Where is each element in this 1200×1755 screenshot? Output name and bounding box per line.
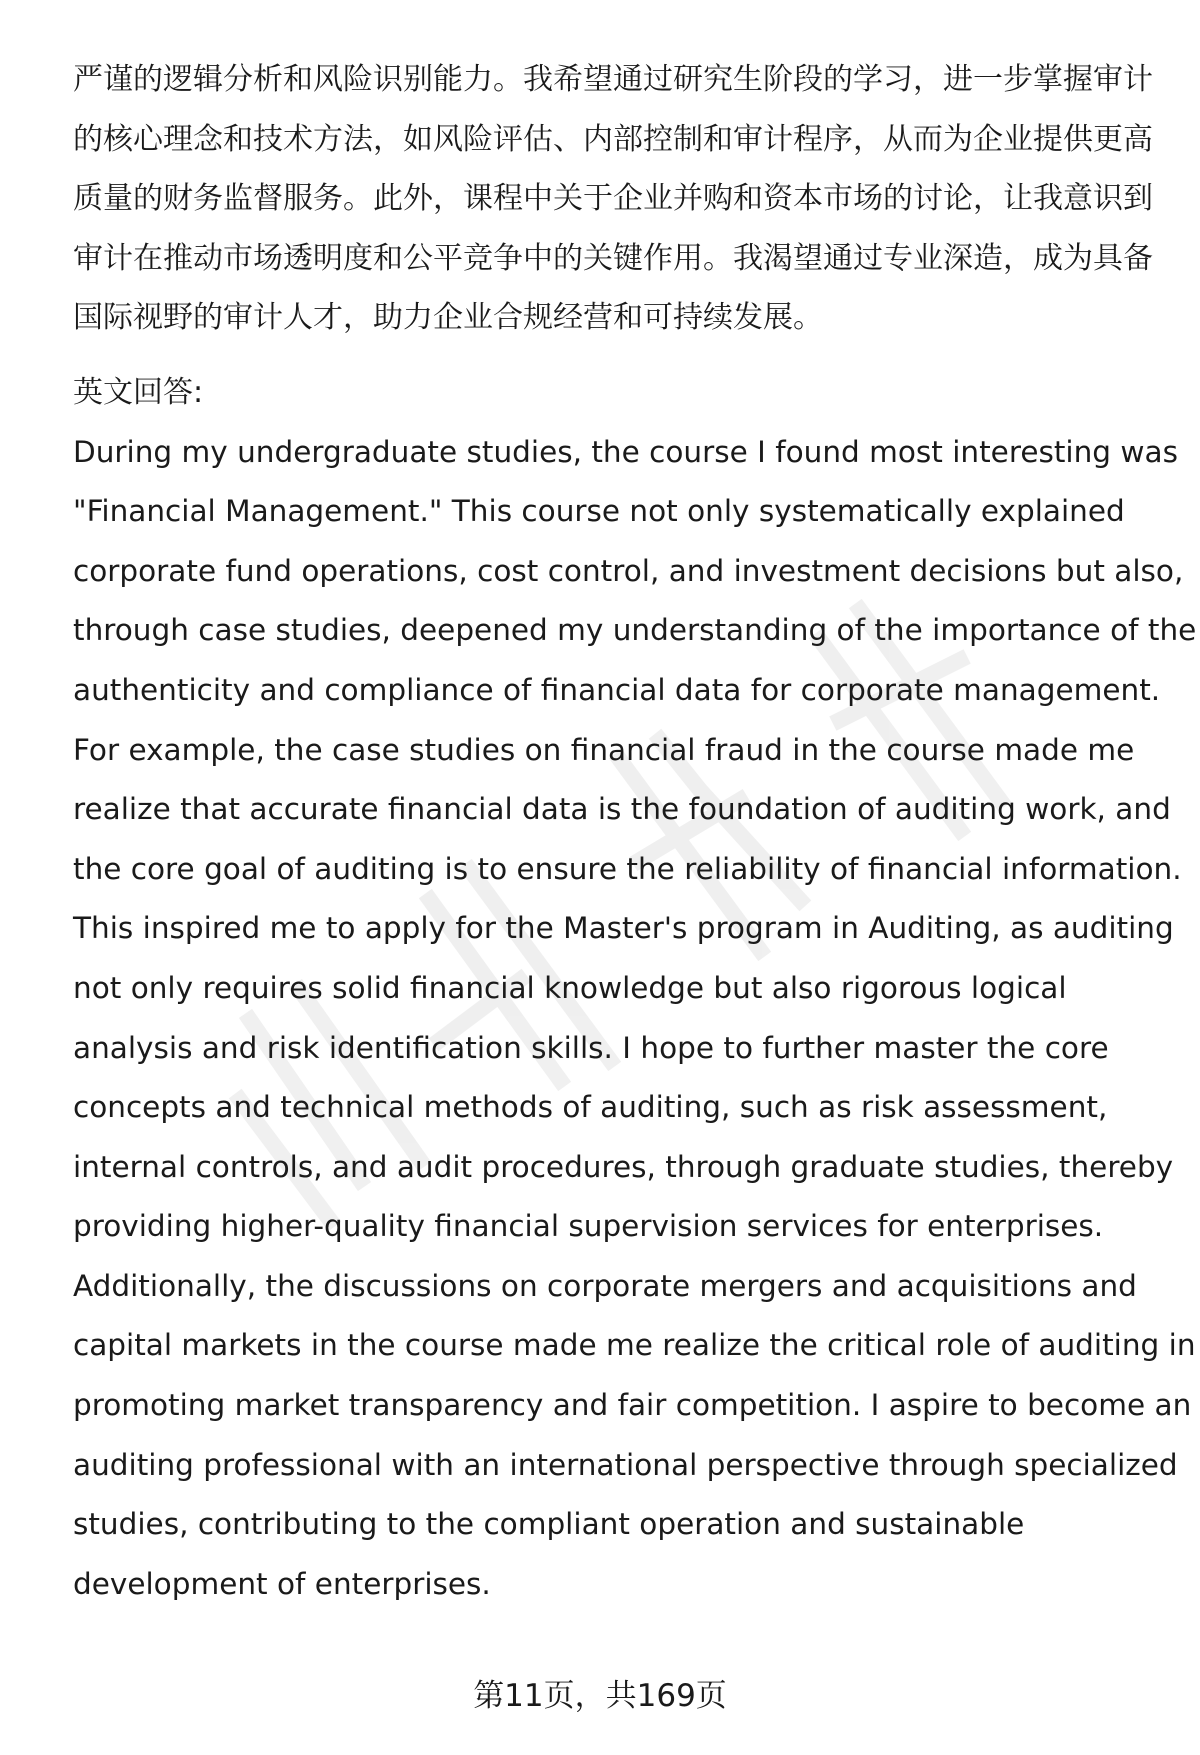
english-paragraph-line: corporate fund operations, cost control, and investment decisions but also,: [73, 553, 1184, 588]
chinese-paragraph-line: 严谨的逻辑分析和风险识别能力。我希望通过研究生阶段的学习，进一步掌握审计: [73, 62, 1153, 97]
english-paragraph-line: auditing professional with an international perspective through specialized: [73, 1447, 1178, 1482]
english-answer-label: 英文回答:: [73, 374, 204, 410]
page-number-footer: 第11页，共169页: [473, 1678, 727, 1714]
english-paragraph-line: For example, the case studies on financial fraud in the course made me: [73, 732, 1135, 767]
english-paragraph-line: This inspired me to apply for the Master's program in Auditing, as auditing: [73, 911, 1174, 946]
english-paragraph-line: development of enterprises.: [73, 1566, 491, 1601]
english-paragraph-line: concepts and technical methods of auditing, such as risk assessment,: [73, 1090, 1108, 1125]
chinese-paragraph-line: 的核心理念和技术方法，如风险评估、内部控制和审计程序，从而为企业提供更高: [73, 121, 1153, 157]
english-paragraph-line: not only requires solid financial knowledge but also rigorous logical: [73, 970, 1067, 1005]
english-paragraph-line: analysis and risk identification skills. I hope to further master the core: [73, 1030, 1109, 1065]
english-paragraph-line: studies, contributing to the compliant operation and sustainable: [73, 1507, 1025, 1542]
english-paragraph-line: through case studies, deepened my understanding of the importance of the: [73, 613, 1197, 648]
chinese-paragraph-line: 审计在推动市场透明度和公平竞争中的关键作用。我渴望通过专业深造，成为具备: [73, 240, 1153, 276]
chinese-paragraph-line: 国际视野的审计人才，助力企业合规经营和可持续发展。: [73, 300, 823, 336]
english-paragraph-line: realize that accurate financial data is the foundation of auditing work, and: [73, 792, 1171, 827]
english-paragraph-line: authenticity and compliance of financial data for corporate management.: [73, 672, 1161, 707]
english-paragraph-line: the core goal of auditing is to ensure the reliability of financial information.: [73, 851, 1182, 886]
english-paragraph-line: promoting market transparency and fair competition. I aspire to become an: [73, 1388, 1192, 1423]
english-paragraph-line: capital markets in the course made me realize the critical role of auditing in: [73, 1328, 1196, 1363]
chinese-paragraph-line: 质量的财务监督服务。此外，课程中关于企业并购和资本市场的讨论，让我意识到: [73, 181, 1153, 217]
document-body: [73, 50, 1197, 1614]
english-paragraph-line: Additionally, the discussions on corporate mergers and acquisitions and: [73, 1268, 1137, 1303]
english-paragraph-line: providing higher-quality financial supervision services for enterprises.: [73, 1209, 1104, 1244]
english-paragraph-line: During my undergraduate studies, the course I found most interesting was: [73, 434, 1178, 469]
english-paragraph-line: "Financial Management." This course not only systematically explained: [73, 494, 1125, 529]
english-paragraph-line: internal controls, and audit procedures, through graduate studies, thereby: [73, 1149, 1174, 1184]
